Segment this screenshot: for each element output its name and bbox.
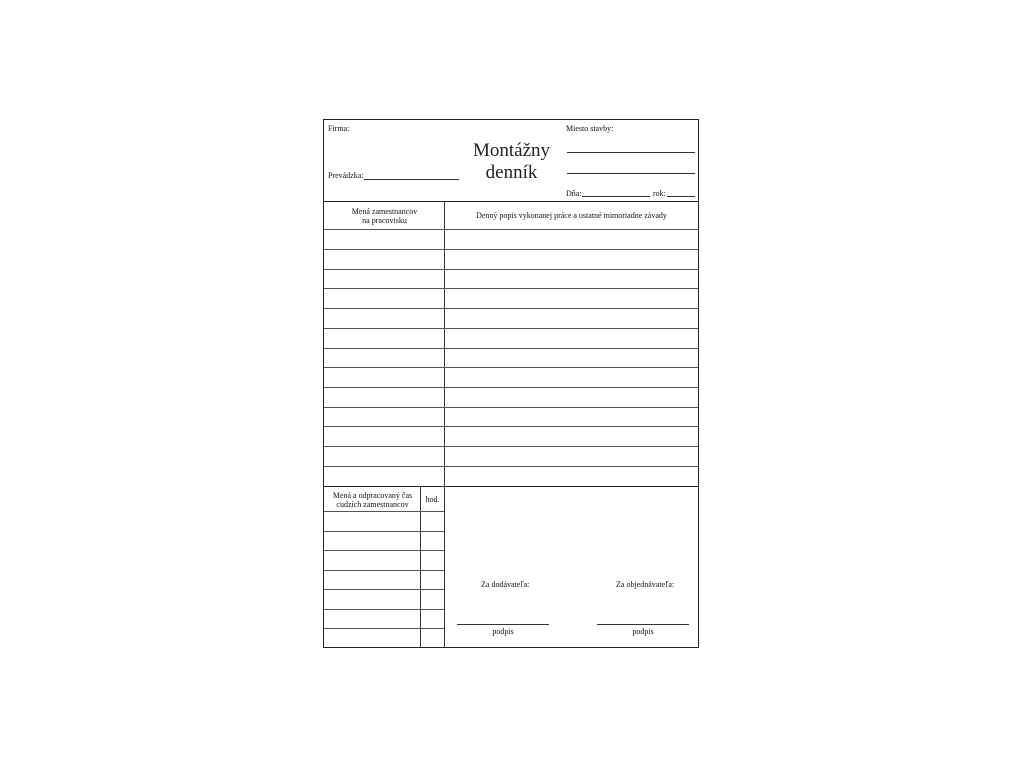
- page-title: [464, 140, 559, 184]
- firma-label: Firma:: [328, 124, 350, 133]
- table-row[interactable]: [324, 328, 698, 329]
- table-row[interactable]: [324, 426, 698, 427]
- rok-label: rok:: [653, 189, 666, 198]
- table-row[interactable]: [324, 367, 698, 368]
- table-row[interactable]: [324, 466, 698, 467]
- podpis-left-label: podpis: [492, 627, 514, 636]
- table-row[interactable]: [324, 446, 698, 447]
- col-hod-header: hod.: [425, 495, 440, 504]
- za-dodavatela-label: Za dodávateľa:: [481, 580, 530, 589]
- miesto-stavby-label: Miesto stavby:: [566, 124, 614, 133]
- col-external-header-line-1: Mená a odpracovaný čas: [332, 491, 413, 500]
- montazny-dennik-form: [323, 119, 699, 648]
- table-row[interactable]: [324, 348, 698, 349]
- signature-line-customer[interactable]: [597, 624, 689, 625]
- title-line-2: denník: [485, 162, 538, 183]
- za-objednavatela-label: Za objednávateľa:: [616, 580, 675, 589]
- table-row[interactable]: [324, 589, 444, 590]
- table-row[interactable]: [324, 288, 698, 289]
- col-external-header-line-2: cudzích zamestnancov: [336, 500, 409, 509]
- table-row[interactable]: [324, 308, 698, 309]
- dna-label: Dňa:: [566, 189, 582, 198]
- main-column-divider: [444, 201, 445, 647]
- header-divider: [324, 201, 698, 202]
- miesto-stavby-line-1[interactable]: [567, 152, 695, 153]
- dna-field-line[interactable]: [582, 196, 650, 197]
- col-description-header: Denný popis vykonanej práce a ostatné mimoriadne závady: [476, 211, 667, 220]
- section-divider: [324, 486, 698, 487]
- prevadzka-field-line[interactable]: [364, 179, 459, 180]
- table-row[interactable]: [324, 407, 698, 408]
- signature-line-supplier[interactable]: [457, 624, 549, 625]
- miesto-stavby-line-2[interactable]: [567, 173, 695, 174]
- rok-field-line[interactable]: [667, 196, 695, 197]
- prevadzka-label: Prevádzka:: [328, 171, 364, 180]
- table-row[interactable]: [324, 387, 698, 388]
- table-row[interactable]: [324, 550, 444, 551]
- col-employees-header-line-2: na pracovisku: [362, 216, 407, 225]
- col-external-employees-header: [324, 491, 421, 509]
- table-row[interactable]: [324, 628, 444, 629]
- table-row[interactable]: [324, 609, 444, 610]
- title-line-1: Montážny: [472, 140, 551, 161]
- table-row[interactable]: [324, 511, 444, 512]
- col-employees-header-line-1: Mená zamestnancov: [351, 207, 418, 216]
- table-row[interactable]: [324, 570, 444, 571]
- table-row[interactable]: [324, 249, 698, 250]
- table-row[interactable]: [324, 229, 698, 230]
- col-employees-header: [324, 207, 445, 225]
- table-row[interactable]: [324, 269, 698, 270]
- podpis-right-label: podpis: [632, 627, 654, 636]
- table-row[interactable]: [324, 531, 444, 532]
